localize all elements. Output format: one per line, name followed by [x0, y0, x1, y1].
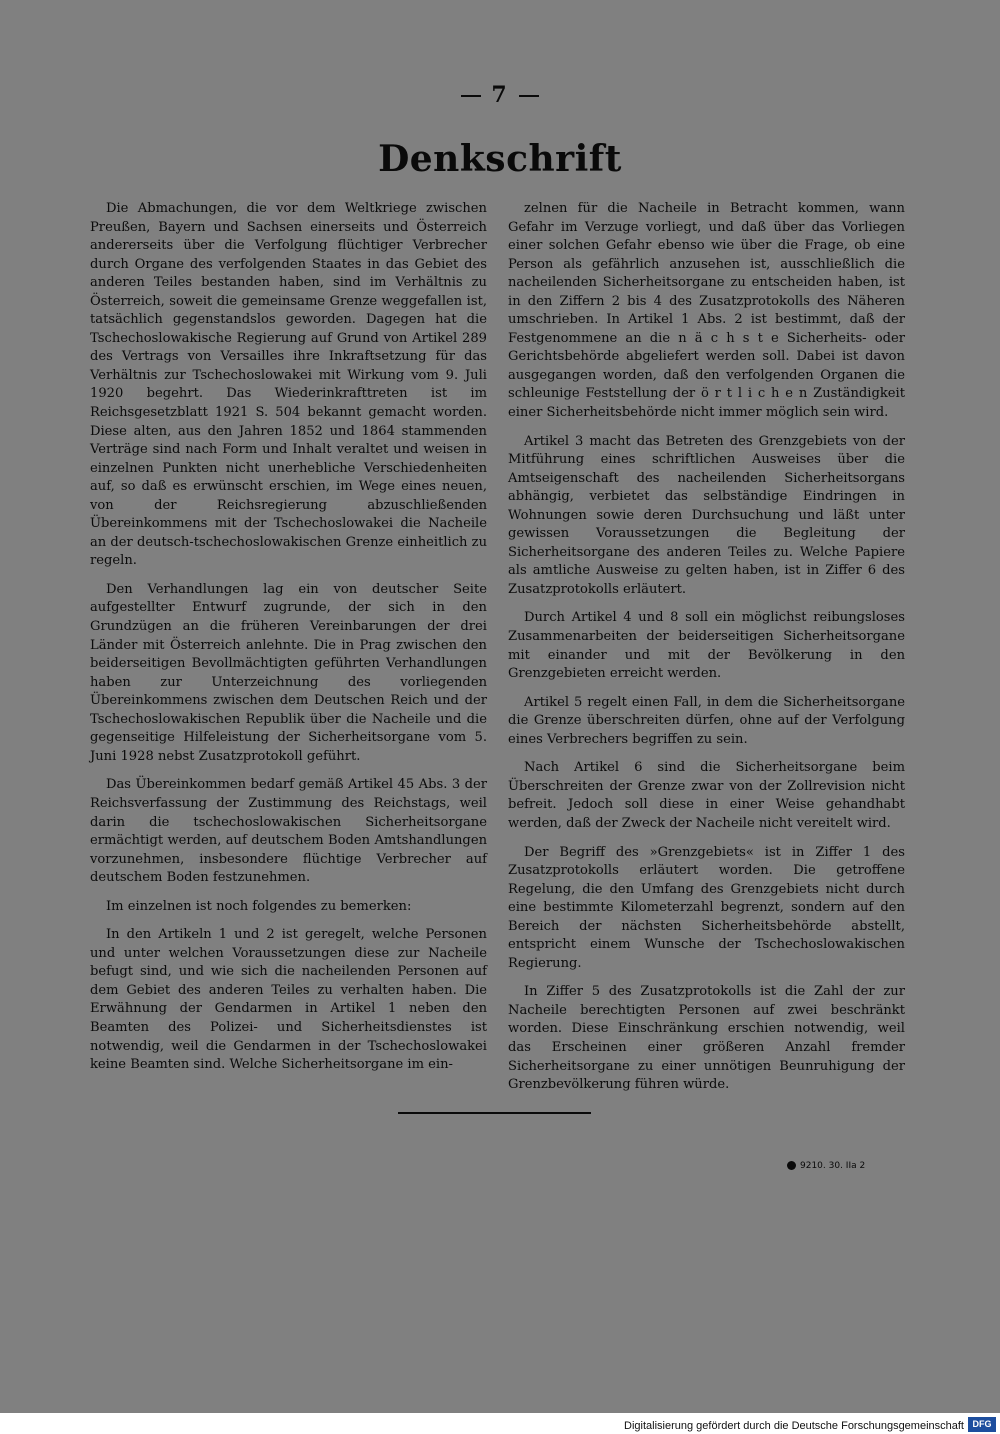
printer-mark — [787, 1161, 865, 1171]
right-column — [508, 200, 905, 1105]
digitization-credit: Digitalisierung gefördert durch die Deutsche Forschungsgemeinschaft — [624, 1420, 964, 1432]
paragraph: zelnen für die Nacheile in Betracht kommen, wann Gefahr im Verzuge vorliegt, und daß über das Vorliegen einer solchen Gefahr ebenso wie über die Frage, ob eine Person als gefährlich anzusehen ist, ausschließlich die nacheilenden Sicherheitsorgane zu entscheiden haben, ist in den Ziffern 2 bis 4 des Zusatzprotokolls des Näheren umschrieben. In Artikel 1 Abs. 2 ist bestimmt, daß der Festgenommene an die n ä c h s t e Sicherheits- oder Gerichtsbehörde abgeliefert werden soll. Dabei ist davon ausgegangen worden, daß den verfolgenden Organen die schleunige Feststellung der ö r t l i c h e n Zuständigkeit einer Sicherheitsbehörde nicht immer möglich sein wird. — [508, 201, 905, 421]
paragraph: In den Artikeln 1 und 2 ist geregelt, welche Personen und unter welchen Voraussetzungen diese zur Nacheile befugt sind, und wie sich die nacheilenden Personen auf dem Gebiet des anderen Teiles zu verhalten haben. Die Erwähnung der Gendarmen in Artikel 1 neben den Beamten des Polizei- und Sicherheitsdienstes ist notwendig, weil die Gendarmen in der Tschechoslowakei keine Beamten sind. Welche Sicherheitsorgane im ein- — [90, 927, 487, 1073]
paragraph: Im einzelnen ist noch folgendes zu bemerken: — [106, 898, 412, 914]
paragraph: Durch Artikel 4 und 8 soll ein möglichst reibungsloses Zusammenarbeiten der beiderseitigen Sicherheitsorgane mit einander und mit der Bevölkerung in den Grenzgebieten erreicht werden. — [508, 610, 905, 682]
dash-right — [519, 95, 539, 97]
paragraph: Artikel 3 macht das Betreten des Grenzgebiets von der Mitführung eines schriftlichen Ausweises über die Amtseigenschaft des nacheilenden Sicherheitsorgans abhängig, verbietet das selbständige Eindringen in Wohnungen sowie deren Durchsuchung und läßt unter gewissen Voraussetzungen die Begleitung der Sicherheitsorgane des anderen Teiles zu. Welche Papiere als amtliche Ausweise zu gelten haben, ist in Ziffer 6 des Zusatzprotokolls erläutert. — [508, 433, 905, 597]
paragraph: Artikel 5 regelt einen Fall, in dem die Sicherheitsorgane die Grenze überschreiten dürfen, ohne auf der Verfolgung eines Verbrechers begriffen zu sein. — [508, 694, 905, 747]
paragraph: Den Verhandlungen lag ein von deutscher Seite aufgestellter Entwurf zugrunde, der sich in den Grundzügen an die früheren Vereinbarungen der drei Länder mit Österreich anlehnte. Die in Prag zwischen den beiderseitigen Bevollmächtigten geführten Verhandlungen haben zur Unterzeichnung des vorliegenden Übereinkommens zwischen dem Deutschen Reich und der Tschechoslowakischen Republik über die Nacheile und die gegenseitige Hilfeleistung der Sicherheitsorgane vom 5. Juni 1928 nebst Zusatzprotokoll geführt. — [90, 581, 487, 764]
printer-seal-icon — [787, 1161, 796, 1170]
closing-rule — [398, 1112, 591, 1114]
left-column — [90, 200, 487, 1085]
printer-mark-text: 9210. 30. IIa 2 — [800, 1161, 866, 1171]
page-number — [0, 82, 1000, 108]
paragraph: In Ziffer 5 des Zusatzprotokolls ist die Zahl der zur Nacheile berechtigten Personen auf zwei beschränkt worden. Diese Einschränkung erschien notwendig, weil das Erscheinen einer größeren Anzahl fremder Sicherheitsorgane zu einer unnötigen Beunruhigung der Grenzbevölkerung führen würde. — [508, 984, 905, 1093]
paragraph: Nach Artikel 6 sind die Sicherheitsorgane beim Überschreiten der Grenze zwar von der Zollrevision nicht befreit. Jedoch soll diese in einer Weise gehandhabt werden, daß der Zweck der Nacheile nicht vereitelt wird. — [508, 760, 905, 831]
paragraph: Die Abmachungen, die vor dem Weltkriege zwischen Preußen, Bayern und Sachsen einerseits und Österreich andererseits über die Verfolgung flüchtiger Verbrecher durch Organe des verfolgenden Staates in das Gebiet des anderen Teiles bestanden haben, sind im Verhältnis zu Österreich, soweit die gemeinsame Grenze weggefallen ist, tatsächlich gegenstandslos geworden. Dagegen hat die Tschechoslowakische Regierung auf Grund von Artikel 289 des Vertrags von Versailles ihre Inkraftsetzung für das Verhältnis zur Tschechoslowakei mit Wirkung vom 9. Juli 1920 begehrt. Das Wiederinkrafttreten ist im Reichsgesetzblatt 1921 S. 504 bekannt gemacht worden. Diese alten, aus den Jahren 1852 und 1864 stammenden Verträge sind nach Form und Inhalt veraltet und weisen in einzelnen Punkten nicht unerhebliche Verschiedenheiten auf, so daß es erwünscht erschien, im Wege eines neuen, von der Reichsregierung abzuschließenden Übereinkommens mit der Tschechoslowakei die Nacheile an der deutsch-tschechoslowakischen Grenze einheitlich zu regeln. — [90, 201, 487, 569]
document-title: Denkschrift — [378, 138, 622, 180]
dash-left — [461, 95, 481, 97]
paragraph: Das Übereinkommen bedarf gemäß Artikel 45 Abs. 3 der Reichsverfassung der Zustimmung des Reichstags, weil darin die tschechoslowakischen Sicherheitsorgane ermächtigt werden, auf deutschem Boden Amtshandlungen vorzunehmen, insbesondere flüchtige Verbrecher auf deutschem Boden festzunehmen. — [90, 777, 487, 886]
paragraph: Der Begriff des »Grenzgebiets« ist in Ziffer 1 des Zusatzprotokolls erläutert worden. Die getroffene Regelung, die den Umfang des Grenzgebiets nicht durch eine bestimmte Kilometerzahl begrenzt, sondern auf den Bereich der nächsten Sicherheitsbehörde abstellt, entspricht einem Wunsche der Tschechoslowakischen Regierung. — [508, 844, 905, 971]
dfg-logo: DFG — [968, 1417, 996, 1432]
page-number-value: 7 — [491, 82, 509, 108]
